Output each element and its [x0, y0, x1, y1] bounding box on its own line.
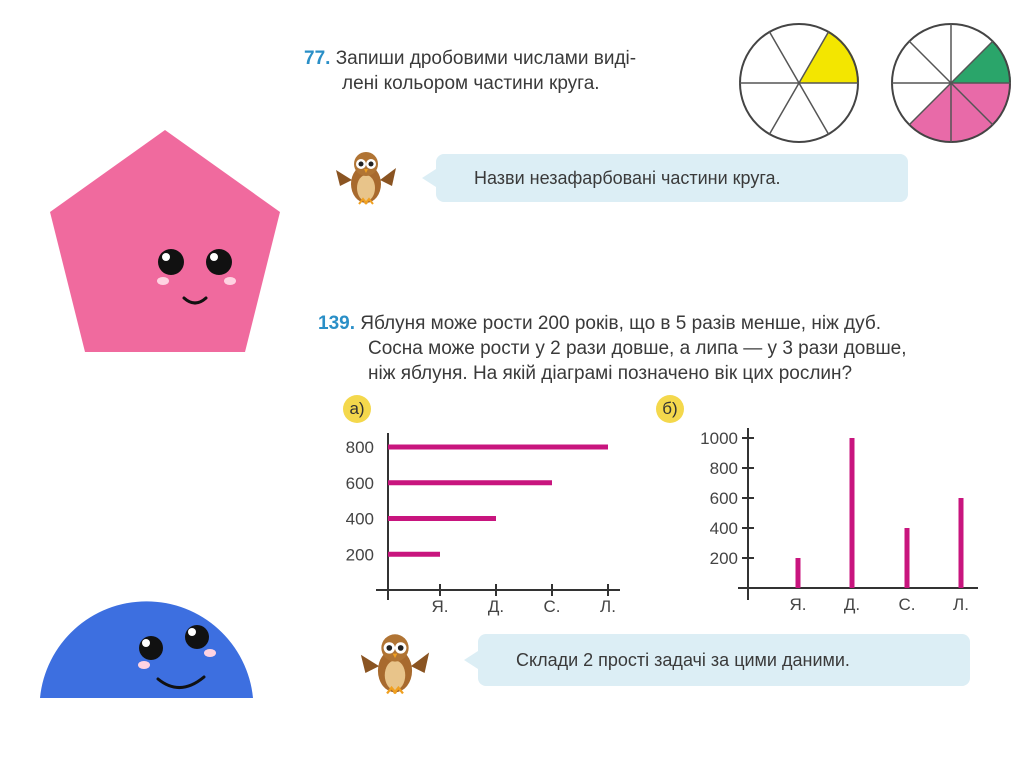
pink-pentagon-character — [40, 122, 290, 362]
task-77-line2: лені кольором частини круга. — [342, 73, 600, 94]
chart-b-category-label: Д. — [843, 595, 861, 614]
hint-2-text: Склади 2 прості задачі за цими даними. — [516, 649, 850, 670]
left-eye — [139, 636, 163, 660]
task-139 — [318, 311, 1008, 386]
chart-b-tick-label: 400 — [709, 519, 738, 538]
chart-b-tick-label: 200 — [709, 549, 738, 568]
chart-a-category-label: Д. — [487, 597, 505, 616]
chart-a-category-label: Л. — [600, 597, 616, 616]
right-eye — [185, 625, 209, 649]
hint-bubble-2 — [478, 634, 970, 686]
chart-b-tick-label: 1000 — [700, 429, 738, 448]
circle-green-pink-eighths — [890, 22, 1012, 144]
chart-a-label: а) — [343, 395, 371, 423]
chart-b-category-label: Я. — [789, 595, 807, 614]
left-eye — [158, 249, 184, 275]
pentagon-shape — [50, 130, 280, 352]
chart-a-tick-label: 600 — [345, 473, 374, 493]
task-139-line1: Яблуня може рости 200 років, що в 5 разів менше, ніж дуб. — [360, 313, 882, 334]
task-77-line1: Запиши дробовими числами виді- — [335, 48, 637, 69]
task-139-line3: ніж яблуня. На якій діаграмі позначено вік цих рослин? — [368, 363, 853, 384]
chart-a-category-label: С. — [543, 597, 561, 616]
chart-b — [680, 420, 980, 620]
chart-b-tick-label: 800 — [709, 459, 738, 478]
chart-a — [330, 425, 630, 620]
chart-a-tick-label: 200 — [345, 545, 374, 565]
chart-b-category-label: С. — [898, 595, 916, 614]
chart-a-category-label: Я. — [431, 597, 449, 616]
chart-b-label: б) — [656, 395, 684, 423]
owl-icon — [355, 632, 435, 698]
task-77-number: 77. — [304, 48, 331, 69]
chart-b-tick-label: 600 — [709, 489, 738, 508]
owl-icon — [332, 150, 400, 208]
task-139-number: 139. — [318, 313, 355, 334]
task-139-line2: Сосна може рости у 2 рази довше, а липа — у 3 рази довше, — [368, 338, 907, 359]
hint-1-text: Назви незафарбовані частини круга. — [474, 167, 781, 188]
chart-a-tick-label: 400 — [345, 509, 374, 529]
task-77 — [304, 46, 724, 96]
right-eye — [206, 249, 232, 275]
circle-yellow-sixths — [738, 22, 860, 144]
hint-bubble-1 — [436, 154, 908, 202]
chart-b-category-label: Л. — [953, 595, 969, 614]
chart-a-tick-label: 800 — [345, 438, 374, 457]
blue-semicircle-character — [40, 585, 255, 700]
